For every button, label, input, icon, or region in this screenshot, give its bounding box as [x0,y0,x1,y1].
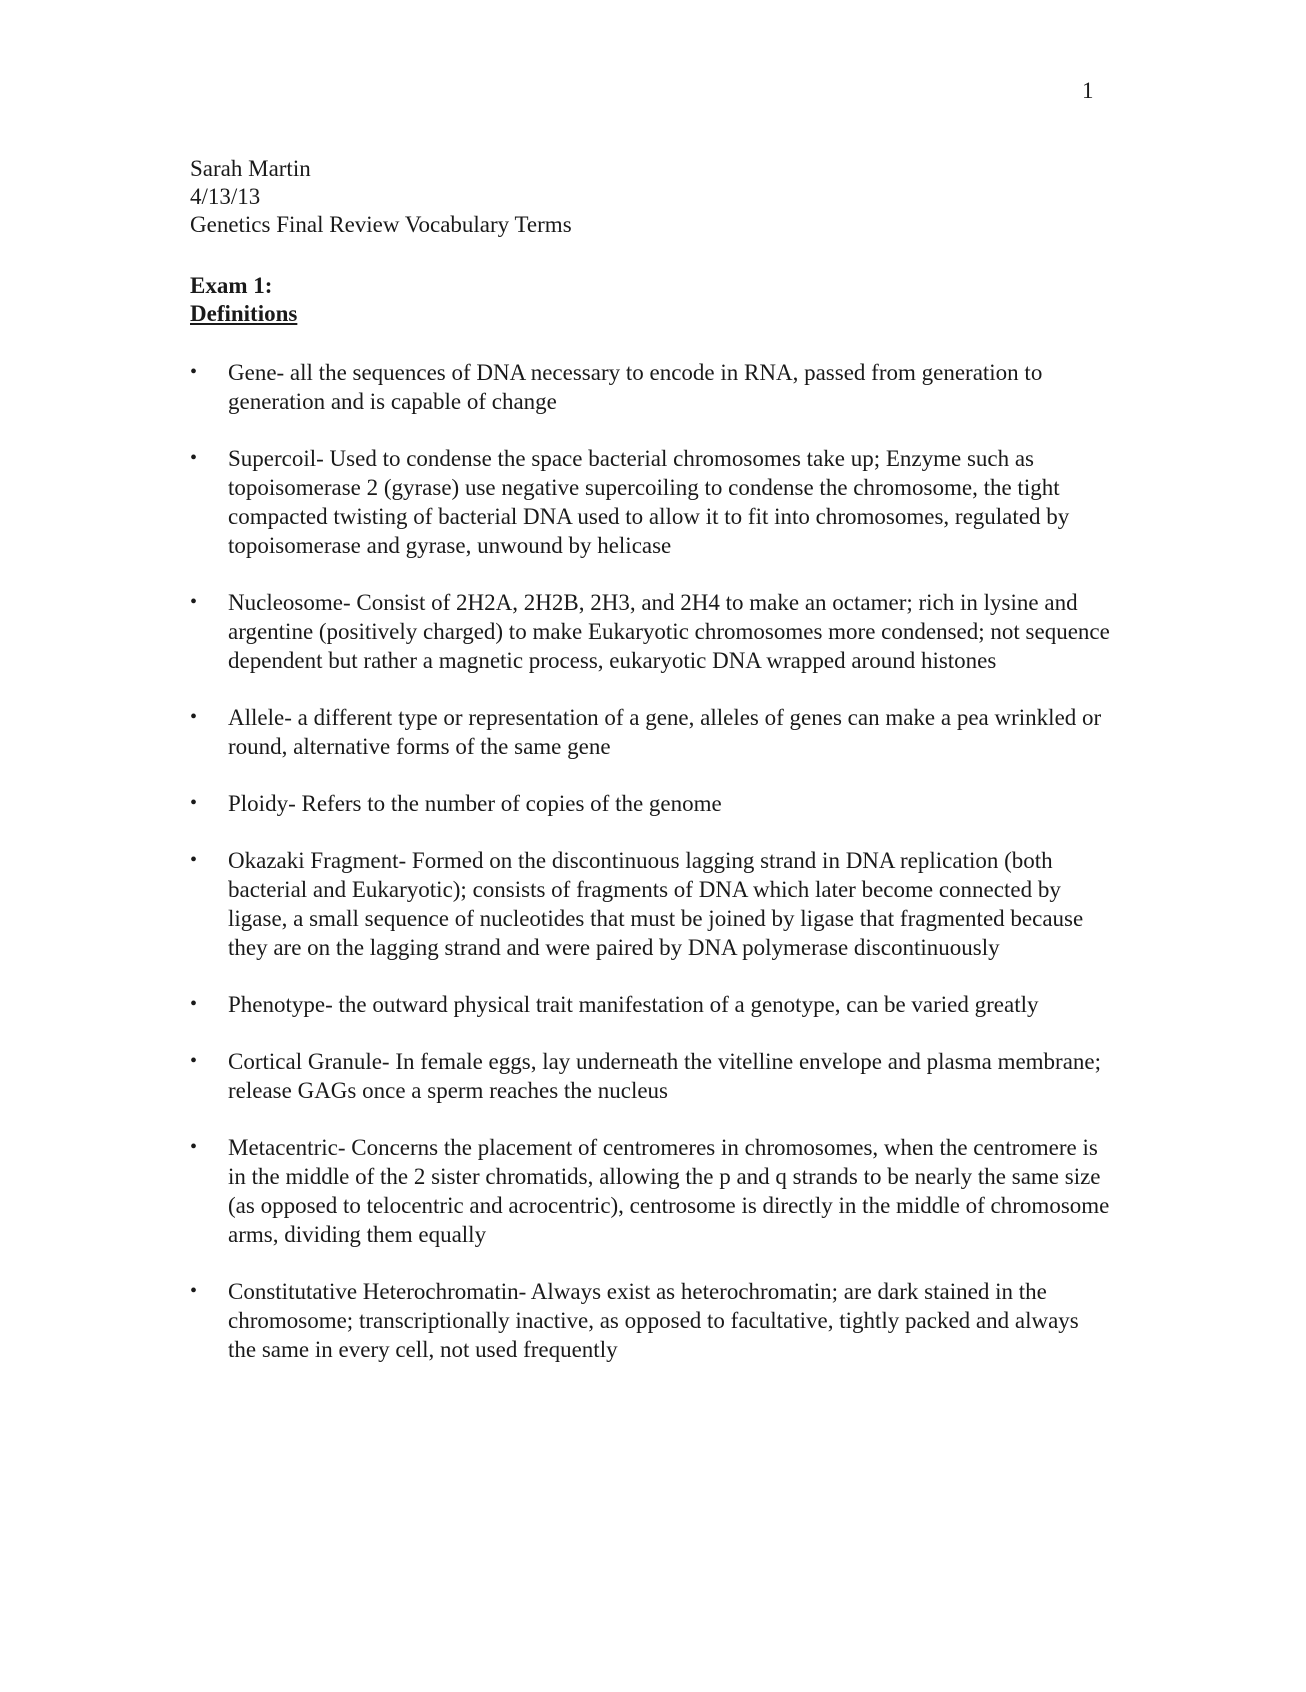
definition-text: Okazaki Fragment- Formed on the discontinuous lagging strand in DNA replication (both bacterial and Eukaryotic); consists of fragments of DNA which later become connected by ligase, a small sequence of nucleotides that must be joined by ligase that fragmented because they are on the lagging strand and were paired by DNA polymerase discontinuously [228,848,1084,960]
definition-item [190,1133,1110,1249]
definition-item [190,444,1110,560]
definition-text: Cortical Granule- In female eggs, lay underneath the vitelline envelope and plasma membrane; release GAGs once a sperm reaches the nucleus [228,1049,1102,1103]
bullet-icon: • [190,361,198,383]
bullet-icon: • [190,447,198,469]
definition-text: Supercoil- Used to condense the space bacterial chromosomes take up; Enzyme such as topoisomerase 2 (gyrase) use negative supercoiling to condense the chromosome, the tight compacted twisting of bacterial DNA used to allow it to fit into chromosomes, regulated by topoisomerase and gyrase, unwound by helicase [228,446,1070,558]
definition-text: Metacentric- Concerns the placement of centromeres in chromosomes, when the centromere is in the middle of the 2 sister chromatids, allowing the p and q strands to be nearly the same size (as opposed to telocentric and acrocentric), centrosome is directly in the middle of chromosome arms, dividing them equally [228,1135,1110,1247]
author-name: Sarah Martin [190,156,311,181]
definition-item [190,588,1110,675]
document-title: Genetics Final Review Vocabulary Terms [190,212,572,237]
bullet-icon: • [190,849,198,871]
bullet-icon: • [190,1280,198,1302]
bullet-icon: • [190,1136,198,1158]
section-heading: Exam 1: [190,273,273,298]
definition-text: Constitutative Heterochromatin- Always exist as heterochromatin; are dark stained in the chromosome; transcriptionally inactive, as opposed to facultative, tightly packed and always the same in every cell, not used frequently [228,1279,1079,1362]
definition-item [190,990,1110,1019]
definition-item [190,846,1110,962]
bullet-icon: • [190,1050,198,1072]
bullet-icon: • [190,706,198,728]
definition-text: Nucleosome- Consist of 2H2A, 2H2B, 2H3, and 2H4 to make an octamer; rich in lysine and argentine (positively charged) to make Eukaryotic chromosomes more condensed; not sequence dependent but rather a magnetic process, eukaryotic DNA wrapped around histones [228,590,1110,673]
definition-item [190,789,1110,818]
definition-item [190,1277,1110,1364]
bullet-icon: • [190,993,198,1015]
definition-text: Ploidy- Refers to the number of copies of the genome [228,791,722,816]
definition-item [190,703,1110,761]
bullet-icon: • [190,591,198,613]
definition-text: Phenotype- the outward physical trait manifestation of a genotype, can be varied greatly [228,992,1039,1017]
page-number: 1 [1082,78,1094,103]
section-heading-block [190,272,297,328]
definitions-list [190,358,1110,1392]
document-header [190,155,572,239]
bullet-icon: • [190,792,198,814]
section-subheading: Definitions [190,301,298,326]
definition-item [190,1047,1110,1105]
definition-text: Allele- a different type or representation of a gene, alleles of genes can make a pea wrinkled or round, alternative forms of the same gene [228,705,1102,759]
definition-text: Gene- all the sequences of DNA necessary to encode in RNA, passed from generation to generation and is capable of change [228,360,1043,414]
definition-item [190,358,1110,416]
document-date: 4/13/13 [190,184,261,209]
